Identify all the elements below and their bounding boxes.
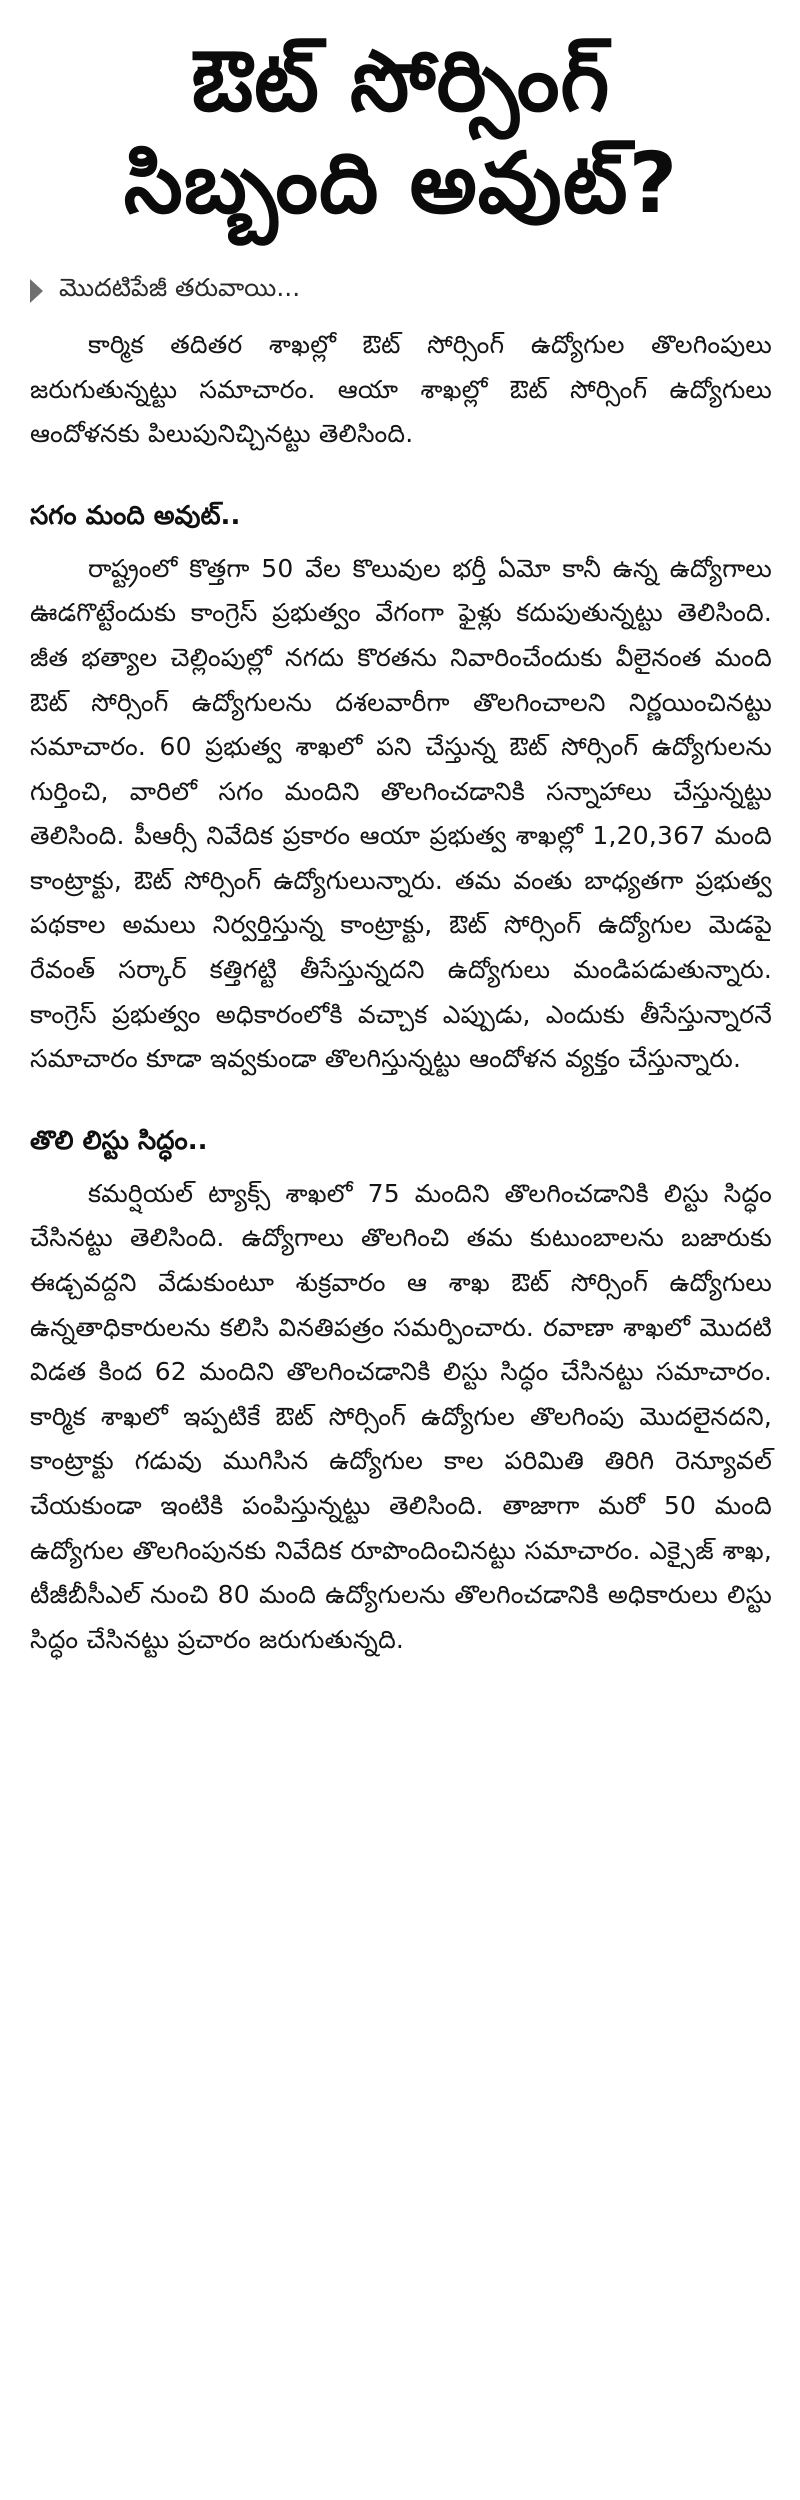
triangle-right-icon (30, 279, 43, 303)
continued-label: మొదటిపేజీ తరువాయి... (59, 272, 301, 302)
headline (30, 0, 772, 235)
headline-line-2: సిబ్బంది అవుట్? (123, 134, 679, 233)
section-body-first-list: కమర్షియల్ ట్యాక్స్ శాఖలో 75 మందిని తొలగించడానికి లిస్టు సిద్ధం చేసినట్టు తెలిసింది. ఉద్యోగాలు తొలగించి తమ కుటుంబాలను బజారుకు ఈడ్చవద్దని వేడుకుంటూ శుక్రవారం ఆ శాఖ ఔట్ సోర్సింగ్ ఉద్యోగులు ఉన్నతాధికారులను కలిసి వినతిపత్రం సమర్పించారు. రవాణా శాఖలో మొదటి విడత కింద 62 మందిని తొలగించడానికి లిస్టు సిద్ధం చేసినట్టు సమాచారం. కార్మిక శాఖలో ఇప్పటికే ఔట్ సోర్సింగ్ ఉద్యోగుల తొలగింపు మొదలైనదని, కాంట్రాక్టు గడువు ముగిసిన ఉద్యోగుల కాల పరిమితి తిరిగి రెన్యూవల్ చేయకుండా ఇంటికి పంపిస్తున్నట్టు తెలిసింది. తాజాగా మరో 50 మంది ఉద్యోగుల తొలగింపునకు నివేదిక రూపొందించినట్టు సమాచారం. ఎక్సైజ్ శాఖ, టీజీబీసీఎల్ నుంచి 80 మంది ఉద్యోగులను తొలగించడానికి అధికారులు లిస్టు సిద్ధం చేసినట్టు ప్రచారం జరుగుతున్నది. (30, 1178, 772, 1654)
intro-paragraph: కార్మిక తదితర శాఖల్లో ఔట్ సోర్సింగ్ ఉద్యోగుల తొలగింపులు జరుగుతున్నట్టు సమాచారం. ఆయా శాఖల్లో ఔట్ సోర్సింగ్ ఉద్యోగులు ఆందోళనకు పిలుపునిచ్చినట్టు తెలిసింది. (30, 329, 772, 449)
headline-line-1: ఔట్ సోర్సింగ్ (191, 32, 611, 130)
section-heading-first-list: తొలి లిస్టు సిద్ధం.. (30, 1125, 208, 1156)
section-heading-half-out: సగం మంది అవుట్.. (30, 500, 241, 531)
continued-from-front-page (30, 273, 772, 309)
section-body-half-out: రాష్ట్రంలో కొత్తగా 50 వేల కొలువుల భర్తీ ఏమో కానీ ఉన్న ఉద్యోగాలు ఊడగొట్టేందుకు కాంగ్రెస్ ప్రభుత్వం వేగంగా ఫైళ్లు కదుపుతున్నట్టు తెలిసింది. జీత భత్యాల చెల్లింపుల్లో నగదు కొరతను నివారించేందుకు వీలైనంత మంది ఔట్ సోర్సింగ్ ఉద్యోగులను దశలవారీగా తొలగించాలని నిర్ణయించినట్టు సమాచారం. 60 ప్రభుత్వ శాఖలో పని చేస్తున్న ఔట్ సోర్సింగ్ ఉద్యోగులను గుర్తించి, వారిలో సగం మందిని తొలగించడానికి సన్నాహాలు చేస్తున్నట్టు తెలిసింది. పీఆర్సీ నివేదిక ప్రకారం ఆయా ప్రభుత్వ శాఖల్లో 1,20,367 మంది కాంట్రాక్టు, ఔట్ సోర్సింగ్ ఉద్యోగులున్నారు. తమ వంతు బాధ్యతగా ప్రభుత్వ పథకాల అమలు నిర్వర్తిస్తున్న కాంట్రాక్టు, ఔట్ సోర్సింగ్ ఉద్యోగుల మెడపై రేవంత్ సర్కార్ కత్తిగట్టి తీసేస్తున్నదని ఉద్యోగులు మండిపడుతున్నారు. కాంగ్రెస్ ప్రభుత్వం అధికారంలోకి వచ్చాక ఎప్పుడు, ఎందుకు తీసేస్తున్నారనే సమాచారం కూడా ఇవ్వకుండా తొలగిస్తున్నట్టు ఆందోళన వ్యక్తం చేస్తున్నారు. (30, 553, 772, 1074)
